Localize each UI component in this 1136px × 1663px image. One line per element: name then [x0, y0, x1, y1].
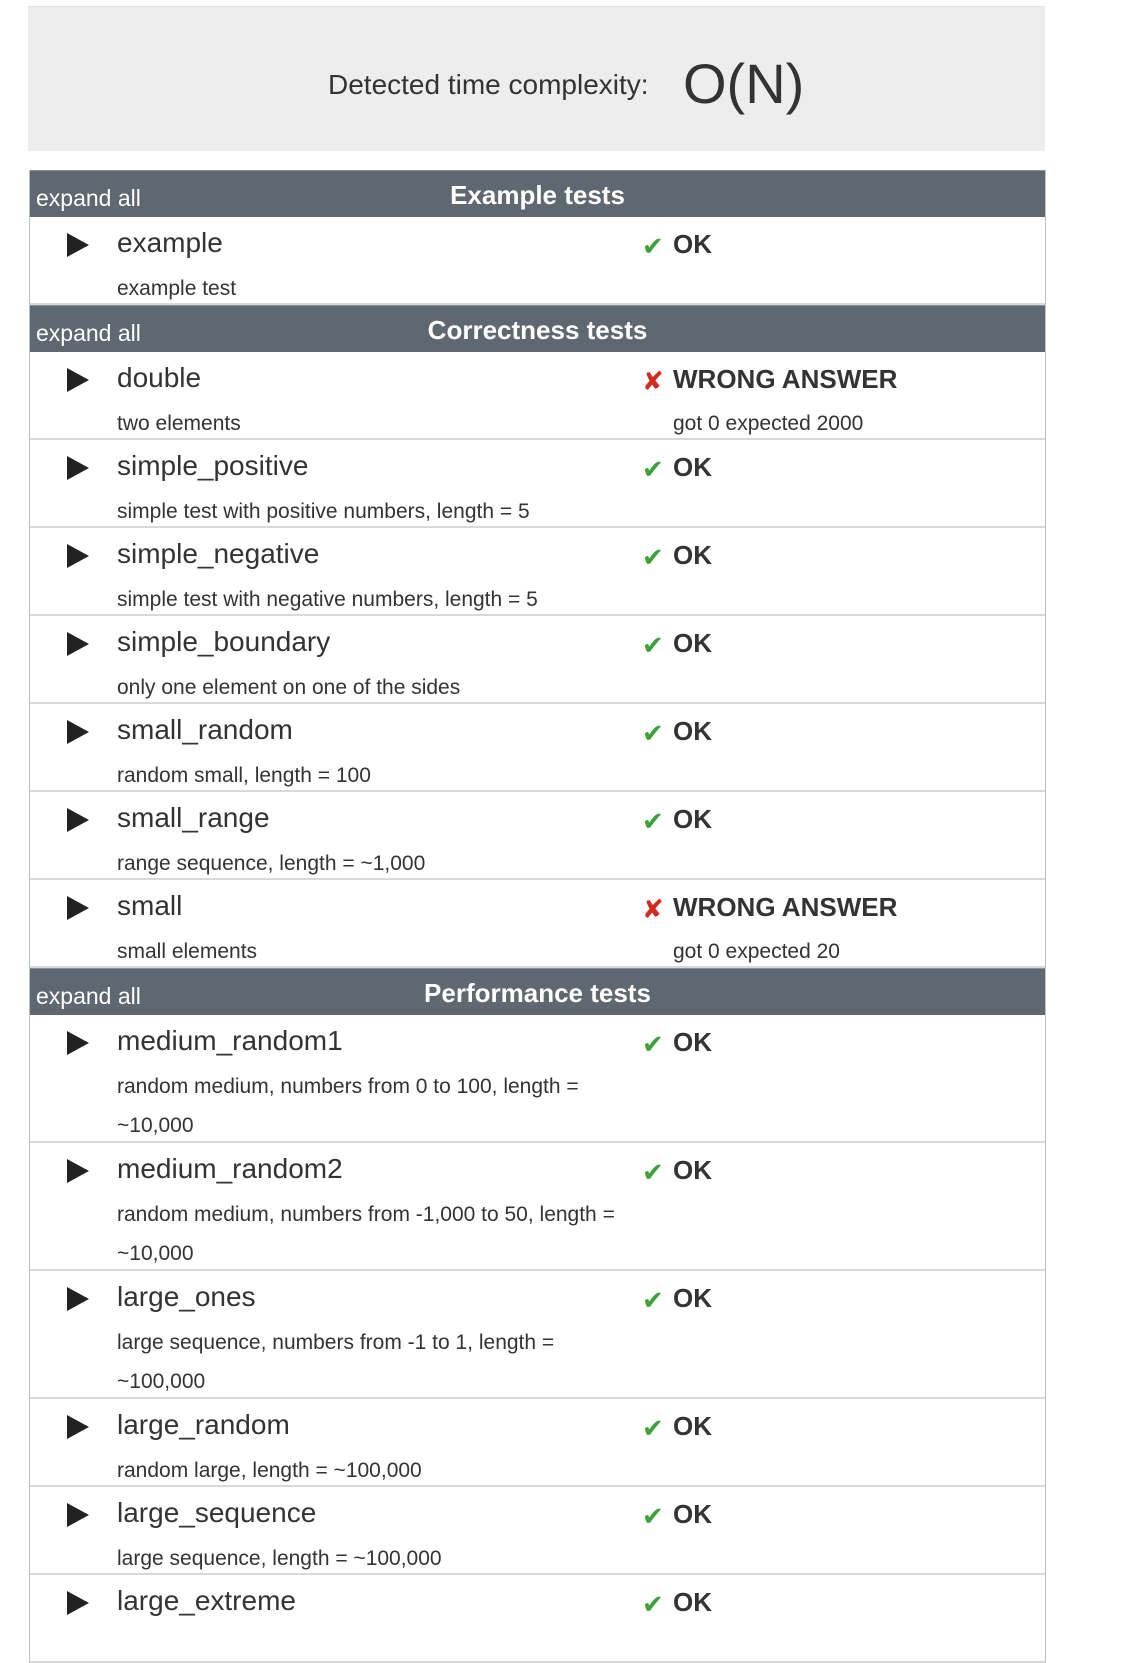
test-row: [30, 792, 1045, 880]
test-name: large_extreme: [117, 1585, 296, 1616]
checkmark-icon: ✔: [642, 806, 664, 836]
test-status: OK: [673, 716, 712, 746]
expand-all-link[interactable]: expand all: [36, 185, 141, 211]
checkmark-icon: ✔: [642, 718, 664, 748]
test-description: simple test with positive numbers, length = 5: [117, 500, 530, 523]
test-description: random medium, numbers from -1,000 to 50, length = ~10,000: [117, 1203, 615, 1265]
checkmark-icon: ✔: [642, 454, 664, 484]
expand-triangle-icon[interactable]: [67, 1287, 89, 1311]
expand-triangle-icon[interactable]: [67, 1503, 89, 1527]
tests-table: [29, 170, 1046, 1663]
test-status: OK: [673, 804, 712, 834]
test-name: small_range: [117, 802, 270, 833]
checkmark-icon: ✔: [642, 1589, 664, 1619]
section-title: Performance tests: [424, 978, 651, 1008]
test-description: large sequence, length = ~100,000: [117, 1547, 442, 1570]
expand-triangle-icon[interactable]: [67, 456, 89, 480]
test-status: OK: [673, 1155, 712, 1185]
checkmark-icon: ✔: [642, 1285, 664, 1315]
test-name: simple_negative: [117, 538, 320, 569]
test-name: small_random: [117, 714, 293, 745]
test-description: simple test with negative numbers, length = 5: [117, 588, 538, 611]
test-status: OK: [673, 1499, 712, 1529]
cross-icon: ✘: [642, 366, 664, 396]
test-name: simple_positive: [117, 450, 309, 481]
test-status: OK: [673, 628, 712, 658]
test-description: only one element on one of the sides: [117, 676, 461, 699]
test-row: [30, 217, 1045, 305]
test-name: medium_random1: [117, 1025, 343, 1056]
test-status: OK: [673, 452, 712, 482]
expand-triangle-icon[interactable]: [67, 1031, 89, 1055]
test-row: [30, 1015, 1045, 1143]
checkmark-icon: ✔: [642, 1501, 664, 1531]
complexity-value: O(N): [683, 52, 805, 115]
test-status: OK: [673, 1283, 712, 1313]
expand-triangle-icon[interactable]: [67, 896, 89, 920]
test-row: [30, 704, 1045, 792]
expand-triangle-icon[interactable]: [67, 808, 89, 832]
test-description: range sequence, length = ~1,000: [117, 852, 426, 875]
test-description: random small, length = 100: [117, 764, 371, 787]
test-name: double: [117, 362, 202, 393]
test-description: two elements: [117, 412, 241, 435]
expand-triangle-icon[interactable]: [67, 632, 89, 656]
test-status: OK: [673, 1411, 712, 1441]
expand-all-link[interactable]: expand all: [36, 983, 141, 1009]
expand-all-link[interactable]: expand all: [36, 320, 141, 346]
test-name: medium_random2: [117, 1153, 343, 1184]
test-row: [30, 616, 1045, 704]
section-header-correctness: [30, 305, 1045, 352]
test-status: OK: [673, 1587, 712, 1617]
expand-triangle-icon[interactable]: [67, 720, 89, 744]
test-description: large sequence, numbers from -1 to 1, length = ~100,000: [117, 1331, 555, 1393]
test-status: OK: [673, 1027, 712, 1057]
test-name: small: [117, 890, 183, 921]
test-row: [30, 528, 1045, 616]
checkmark-icon: ✔: [642, 630, 664, 660]
test-status-detail: got 0 expected 2000: [673, 412, 864, 435]
test-name: large_ones: [117, 1281, 256, 1312]
test-row: [30, 1271, 1045, 1399]
test-status-detail: got 0 expected 20: [673, 940, 840, 963]
test-status: OK: [673, 540, 712, 570]
test-status: WRONG ANSWER: [673, 364, 898, 394]
test-row: [30, 1575, 1045, 1663]
complexity-label: Detected time complexity:: [328, 69, 649, 100]
test-name: simple_boundary: [117, 626, 331, 657]
expand-triangle-icon[interactable]: [67, 1591, 89, 1615]
section-title: Correctness tests: [427, 315, 648, 345]
section-header-performance: [30, 968, 1045, 1015]
complexity-panel: [28, 6, 1045, 151]
test-row: [30, 440, 1045, 528]
test-row: [30, 352, 1045, 440]
test-row: [30, 1399, 1045, 1487]
test-name: example: [117, 227, 223, 258]
test-status: OK: [673, 229, 712, 259]
test-description: random large, length = ~100,000: [117, 1459, 422, 1482]
test-row: [30, 1487, 1045, 1575]
test-name: large_sequence: [117, 1497, 317, 1528]
expand-triangle-icon[interactable]: [67, 1159, 89, 1183]
checkmark-icon: ✔: [642, 1157, 664, 1187]
checkmark-icon: ✔: [642, 1413, 664, 1443]
expand-triangle-icon[interactable]: [67, 1415, 89, 1439]
test-description: example test: [117, 277, 237, 300]
test-name: large_random: [117, 1409, 290, 1440]
section-header-example: [30, 170, 1045, 217]
test-description: small elements: [117, 940, 258, 963]
expand-triangle-icon[interactable]: [67, 368, 89, 392]
expand-triangle-icon[interactable]: [67, 544, 89, 568]
checkmark-icon: ✔: [642, 542, 664, 572]
test-description: random medium, numbers from 0 to 100, length = ~10,000: [117, 1075, 579, 1137]
cross-icon: ✘: [642, 894, 664, 924]
test-row: [30, 1143, 1045, 1271]
checkmark-icon: ✔: [642, 231, 664, 261]
expand-triangle-icon[interactable]: [67, 233, 89, 257]
checkmark-icon: ✔: [642, 1029, 664, 1059]
section-title: Example tests: [450, 180, 625, 210]
test-row: [30, 880, 1045, 968]
test-status: WRONG ANSWER: [673, 892, 898, 922]
